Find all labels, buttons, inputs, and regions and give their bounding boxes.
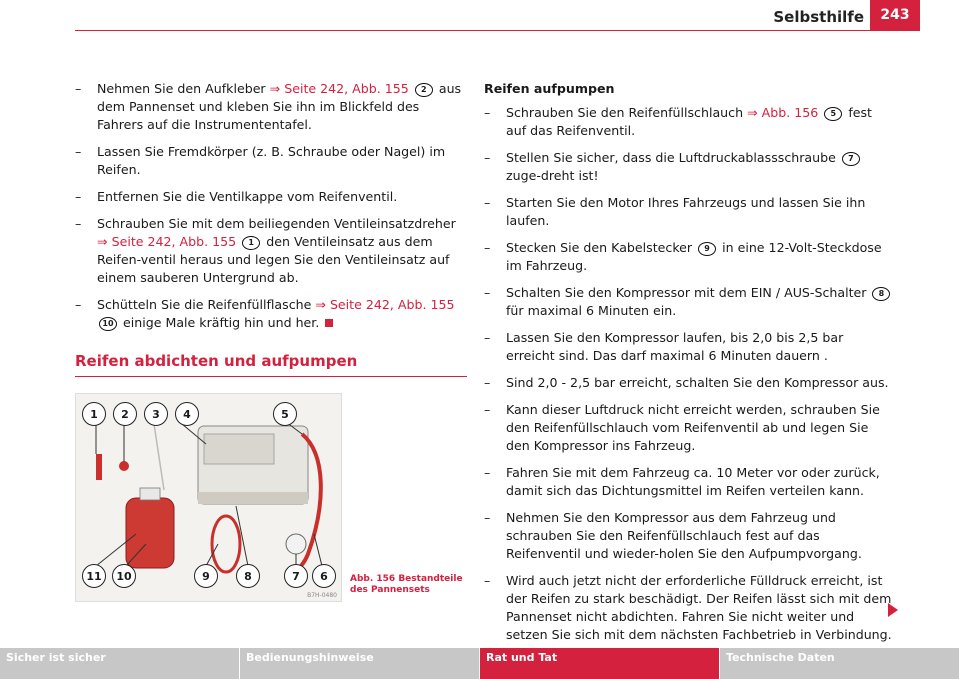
tab-bedienungshinweise[interactable]: Bedienungshinweise xyxy=(240,648,480,679)
list-dash: – xyxy=(484,465,491,480)
compressor-base xyxy=(198,492,308,504)
instruction-step xyxy=(484,572,894,644)
instruction-step xyxy=(484,374,894,392)
cross-reference-link[interactable]: Seite 242, Abb. 155 xyxy=(329,297,455,312)
arrow-icon: ⇒ xyxy=(747,105,758,120)
instruction-step xyxy=(75,296,467,332)
instruction-step xyxy=(75,80,467,134)
instruction-step xyxy=(484,194,894,230)
instruction-step xyxy=(75,188,467,206)
figure-callout: 1 xyxy=(82,402,106,426)
tab-rat-und-tat[interactable]: Rat und Tat xyxy=(480,648,720,679)
top-callout-row xyxy=(82,402,199,426)
figure-callout: 3 xyxy=(144,402,168,426)
callout-badge: 9 xyxy=(698,242,716,256)
arrow-icon: ⇒ xyxy=(315,297,326,312)
instruction-step xyxy=(75,143,467,179)
list-dash: – xyxy=(75,216,82,231)
instruction-step xyxy=(75,215,467,287)
step-text: Nehmen Sie den Kompressor aus dem Fahrzeug und schrauben Sie den Reifenfüllschlauch fest auf das Reifenventil und wieder-holen Sie den Aufpumpvorgang. xyxy=(506,510,862,561)
figure-callout: 8 xyxy=(236,564,260,588)
right-column xyxy=(484,80,894,653)
list-dash: – xyxy=(75,297,82,312)
valve-cap xyxy=(119,461,129,471)
tab-technische-daten[interactable]: Technische Daten xyxy=(720,648,960,679)
callout-badge: 7 xyxy=(842,152,860,166)
list-dash: – xyxy=(484,195,491,210)
instruction-step xyxy=(484,104,894,140)
list-dash: – xyxy=(75,144,82,159)
instruction-step xyxy=(484,509,894,563)
figure-callout: 4 xyxy=(175,402,199,426)
step-text: Stecken Sie den Kabelstecker xyxy=(506,240,697,255)
step-text: Nehmen Sie den Aufkleber xyxy=(97,81,270,96)
step-text: Lassen Sie Fremdkörper (z. B. Schraube oder Nagel) im Reifen. xyxy=(97,144,446,177)
bottle-cap xyxy=(140,488,160,500)
step-text: Schütteln Sie die Reifenfüllflasche xyxy=(97,297,316,312)
step-text: Entfernen Sie die Ventilkappe vom Reifenventil. xyxy=(97,189,398,204)
step-text: Schrauben Sie mit dem beiliegenden Ventileinsatzdreher xyxy=(97,216,456,231)
figure-caption-line: Abb. 156 Bestandteile xyxy=(350,574,463,584)
figure-callout: 5 xyxy=(273,402,297,426)
list-dash: – xyxy=(484,510,491,525)
list-dash: – xyxy=(484,150,491,165)
filler-tube xyxy=(154,424,164,490)
instruction-step xyxy=(484,149,894,185)
figure-callout: 2 xyxy=(113,402,137,426)
step-text: fest auf das Reifenventil. xyxy=(506,105,872,138)
figure-caption-line: des Pannensets xyxy=(350,585,430,595)
list-dash: – xyxy=(484,573,491,588)
step-text: Fahren Sie mit dem Fahrzeug ca. 10 Meter vor oder zurück, damit sich das Dichtungsmittel im Reifen verteilen kann. xyxy=(506,465,880,498)
callout-badge: 8 xyxy=(872,287,890,301)
list-dash: – xyxy=(75,81,82,96)
instruction-step xyxy=(484,329,894,365)
step-text: für maximal 6 Minuten ein. xyxy=(506,303,677,318)
instruction-step xyxy=(484,284,894,320)
figure-callout: 6 xyxy=(312,564,336,588)
step-text: in eine 12-Volt-Steckdose im Fahrzeug. xyxy=(506,240,882,273)
cross-reference-link[interactable]: Abb. 156 xyxy=(761,105,819,120)
callout-badge: 5 xyxy=(824,107,842,121)
list-dash: – xyxy=(484,240,491,255)
arrow-icon: ⇒ xyxy=(97,234,108,249)
next-page-arrow-icon[interactable] xyxy=(888,603,898,617)
arrow-icon: ⇒ xyxy=(269,81,281,96)
valve-tool xyxy=(96,454,102,480)
step-text: Lassen Sie den Kompressor laufen, bis 2,0 bis 2,5 bar erreicht sind. Das darf maximal 6 Minuten dauern . xyxy=(506,330,844,363)
figure-callout: 9 xyxy=(194,564,218,588)
step-text: Kann dieser Luftdruck nicht erreicht werden, schrauben Sie den Reifenfüllschlauch vom Reifenventil ab und legen Sie den Kompressor ins Fahrzeug. xyxy=(506,402,880,453)
header-divider xyxy=(75,30,920,31)
list-dash: – xyxy=(484,330,491,345)
list-dash: – xyxy=(484,402,491,417)
instruction-step xyxy=(484,464,894,500)
step-text: Sind 2,0 - 2,5 bar erreicht, schalten Sie den Kompressor aus. xyxy=(506,375,889,390)
figure-caption xyxy=(350,574,470,596)
callout-badge: 2 xyxy=(415,83,433,97)
callout-badge: 1 xyxy=(242,236,260,250)
list-dash: – xyxy=(75,189,82,204)
section-heading: Reifen abdichten und aufpumpen xyxy=(75,352,467,377)
list-dash: – xyxy=(484,375,491,390)
tab-sicher-ist-sicher[interactable]: Sicher ist sicher xyxy=(0,648,240,679)
step-text: zuge-dreht ist! xyxy=(506,168,599,183)
step-text: aus dem Pannenset und kleben Sie ihn im Blickfeld des Fahrers auf die Instrumententafel. xyxy=(97,81,462,132)
step-text: Wird auch jetzt nicht der erforderliche Fülldruck erreicht, ist der Reifen zu stark beschädigt. Der Reifen lässt sich mit dem Pannenset nicht abdichten. Fahren Sie nicht weiter und setzen Sie sich mit dem nächsten Fachbetrieb in Verbindung. xyxy=(506,573,892,642)
figure-callout: 10 xyxy=(112,564,136,588)
figure-callout: 7 xyxy=(284,564,308,588)
footer-nav xyxy=(0,648,960,679)
step-text: Schalten Sie den Kompressor mit dem EIN / AUS-Schalter xyxy=(506,285,871,300)
step-text: einige Male kräftig hin und her. xyxy=(119,315,320,330)
section-end-marker-icon xyxy=(325,319,333,327)
figure-code: B7H-0480 xyxy=(307,592,337,599)
step-text: Schrauben Sie den Reifenfüllschlauch xyxy=(506,105,748,120)
list-dash: – xyxy=(484,105,491,120)
power-cable xyxy=(212,516,240,572)
instruction-step xyxy=(484,239,894,275)
instruction-step xyxy=(484,401,894,455)
figure-callout: 11 xyxy=(82,564,106,588)
step-text: den Ventileinsatz aus dem Reifen-ventil heraus und legen Sie den Ventileinsatz auf einem sauberen Untergrund ab. xyxy=(97,234,450,285)
bottom-callout-row-left xyxy=(82,564,136,588)
figure-sealant-kit xyxy=(75,393,342,602)
pressure-gauge xyxy=(286,534,306,554)
list-dash: – xyxy=(484,285,491,300)
page-header-title: Selbsthilfe xyxy=(773,8,864,26)
page-number: 243 xyxy=(870,0,920,30)
step-text: Starten Sie den Motor Ihres Fahrzeugs und lassen Sie ihn laufen. xyxy=(506,195,866,228)
cross-reference-link[interactable]: Seite 242, Abb. 155 xyxy=(284,81,409,96)
left-column xyxy=(75,80,467,341)
step-text: Stellen Sie sicher, dass die Luftdruckablassschraube xyxy=(506,150,840,165)
subheading: Reifen aufpumpen xyxy=(484,81,615,96)
callout-badge: 10 xyxy=(99,317,117,331)
compressor-label-plate xyxy=(204,434,274,464)
cross-reference-link[interactable]: Seite 242, Abb. 155 xyxy=(111,234,237,249)
